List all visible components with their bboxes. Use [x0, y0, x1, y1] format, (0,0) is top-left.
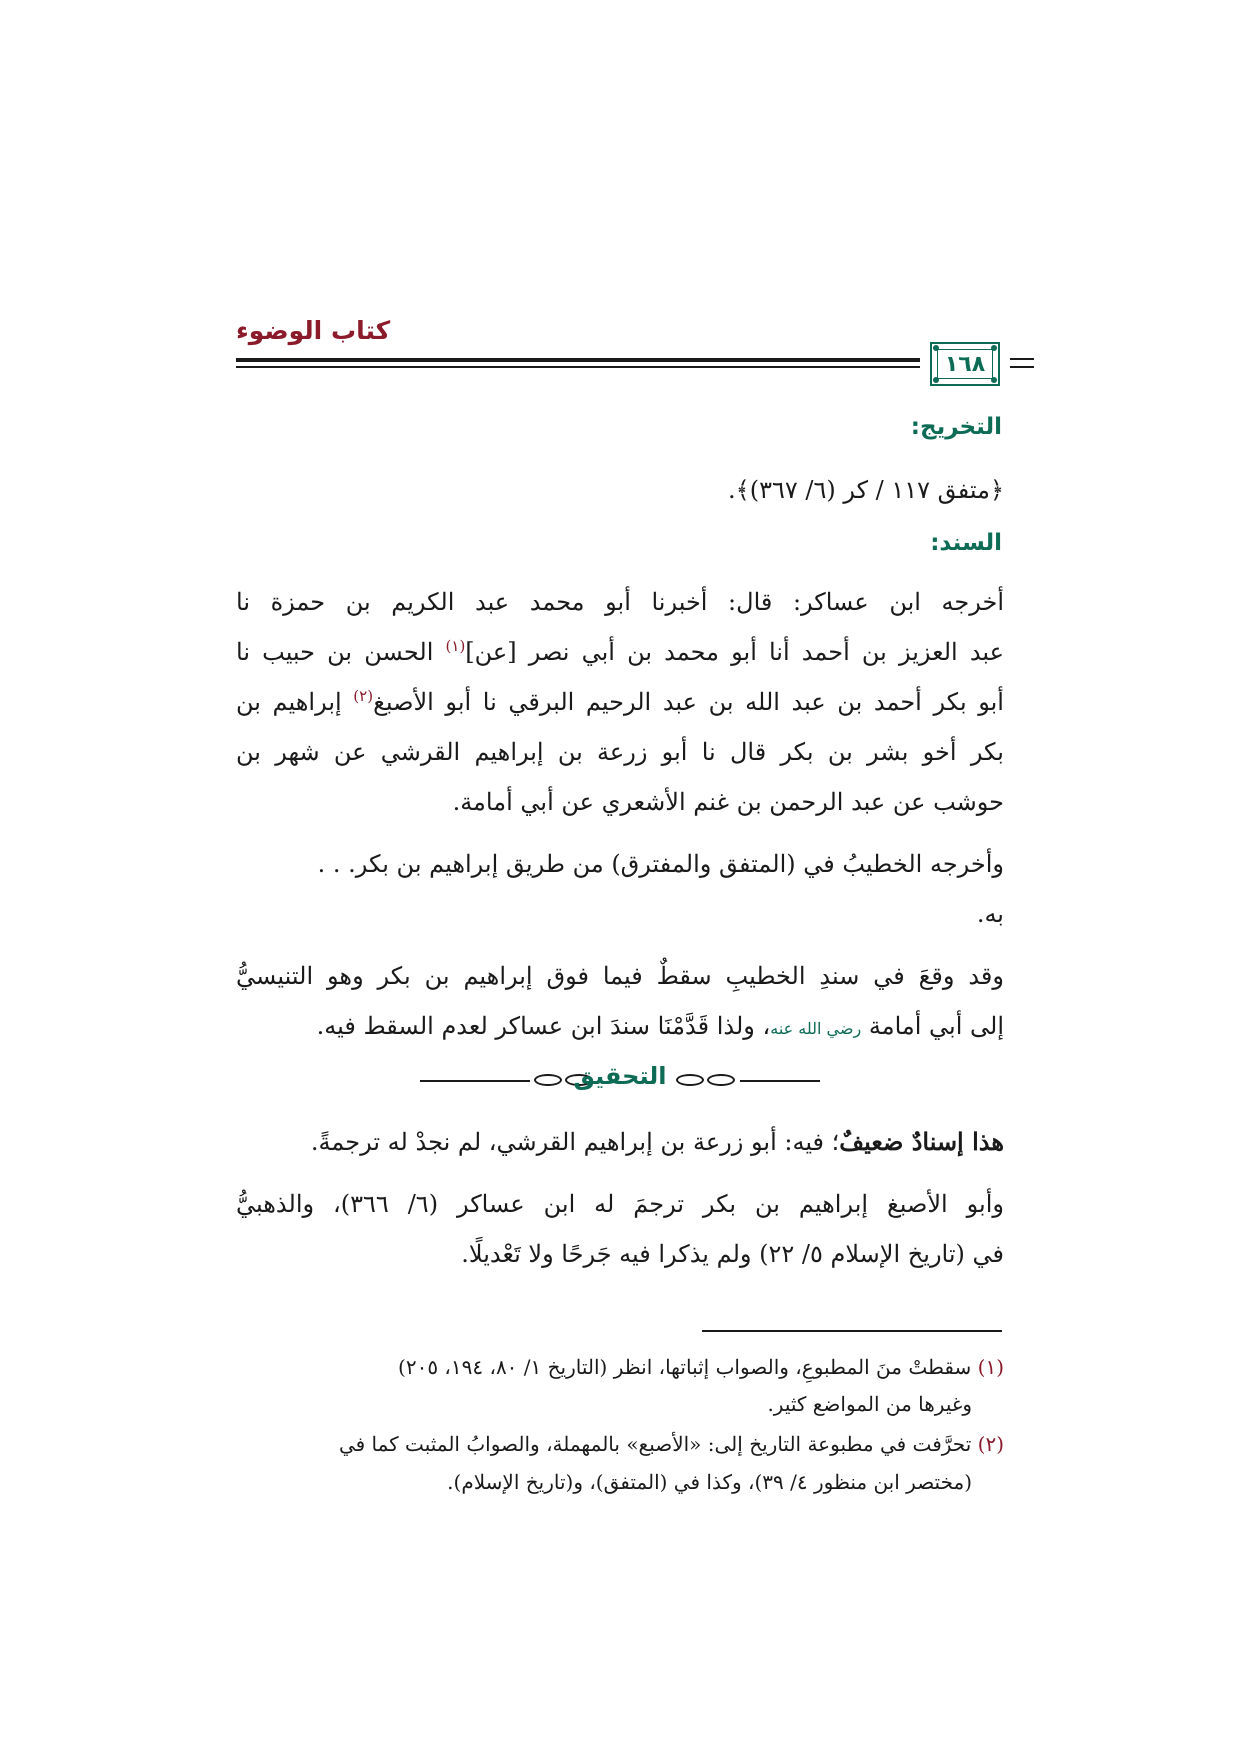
footnote-separator [702, 1330, 1002, 1332]
bracket-open: ﴿ [989, 476, 1004, 504]
footnote-number: (١) [977, 1355, 1004, 1379]
divider-line-right [740, 1080, 820, 1082]
page-number-frame [930, 342, 1000, 386]
divider-ornament [707, 1074, 735, 1086]
header-rule-thin [236, 366, 920, 368]
book-title: كتاب الوضوء [236, 316, 391, 345]
header-rule-right-top [1010, 358, 1034, 360]
sanad-line: بكر أخو بشر بن بكر قال نا أبو زرعة بن إبراهيم القرشي عن شهر بن [236, 738, 1004, 766]
header-rule-right-bottom [1010, 366, 1034, 368]
sanad-line: إلى أبي أمامة رضي الله عنه، ولذا قَدَّمْنَا سندَ ابن عساكر لعدم السقط فيه. [316, 1012, 1004, 1040]
takhrij-text: ﴿متفق ١١٧ / كر (٦/ ٣٦٧)﴾. [728, 476, 1004, 504]
divider-ornament [676, 1074, 704, 1086]
page-number: ١٦٨ [937, 349, 993, 379]
sanad-line: به. [976, 900, 1004, 928]
header-rule-thick [236, 358, 920, 362]
footnote-1: (١) سقطتْ منَ المطبوعِ، والصواب إثباتها، انظر (التاريخ ١/ ٨٠، ١٩٤، ٢٠٥) [398, 1355, 1004, 1379]
sanad-line: وأخرجه الخطيبُ في (المتفق والمفترق) من طريق إبراهيم بن بكر. . . [317, 850, 1004, 878]
tahqiq-heading: التحقيق [573, 1062, 667, 1090]
sanad-heading: السند: [930, 530, 1002, 556]
bracket-close: ﴾ [735, 476, 750, 504]
takhrij-reference: متفق ١١٧ / كر (٦/ ٣٦٧) [749, 476, 990, 504]
footnote-2: (٢) تحرَّفت في مطبوعة التاريخ إلى: «الأصبع» بالمهملة، والصوابُ المثبت كما في [338, 1432, 1004, 1456]
footnote-ref-1[interactable]: (١) [445, 637, 466, 655]
takhrij-heading: التخريج: [910, 414, 1002, 440]
sanad-line: حوشب عن عبد الرحمن بن غنم الأشعري عن أبي أمامة. [452, 788, 1004, 816]
footnote-number: (٢) [977, 1432, 1004, 1456]
tahqiq-line: وأبو الأصبغ إبراهيم بن بكر ترجمَ له ابن عساكر (٦/ ٣٦٦)، والذهبيُّ [236, 1190, 1004, 1218]
footnote-1-cont: وغيرها من المواضع كثير. [767, 1392, 972, 1416]
tahqiq-line: في (تاريخ الإسلام ٥/ ٢٢) ولم يذكرا فيه جَرحًا ولا تَعْديلًا. [461, 1240, 1004, 1268]
sanad-line: عبد العزيز بن أحمد أنا أبو محمد بن أبي نصر [عن]$^{(١)}$ الحسن بن حبيب نا [236, 637, 1004, 666]
honorific-glyph: رضي الله عنه [770, 1019, 862, 1038]
sanad-line: وقد وقعَ في سندِ الخطيبِ سقطٌ فيما فوق إبراهيم بن بكر وهو التنيسيُّ [236, 962, 1004, 990]
tahqiq-line: هذا إسنادٌ ضعيفٌ؛ فيه: أبو زرعة بن إبراهيم القرشي، لم نجدْ له ترجمةً. [310, 1127, 1004, 1156]
tahqiq-verdict: هذا إسنادٌ ضعيفٌ [839, 1127, 1004, 1156]
footnote-ref-2[interactable]: (٢) [353, 687, 374, 705]
sanad-line: أبو بكر أحمد بن عبد الله بن عبد الرحيم البرقي نا أبو الأصبغ$^{(٢)}$ إبراهيم بن [236, 687, 1004, 716]
sanad-line: أخرجه ابن عساكر: قال: أخبرنا أبو محمد عبد الكريم بن حمزة نا [236, 588, 1004, 616]
footnote-2-cont: (مختصر ابن منظور ٤/ ٣٩)، وكذا في (المتفق)، و(تاريخ الإسلام). [447, 1470, 972, 1494]
